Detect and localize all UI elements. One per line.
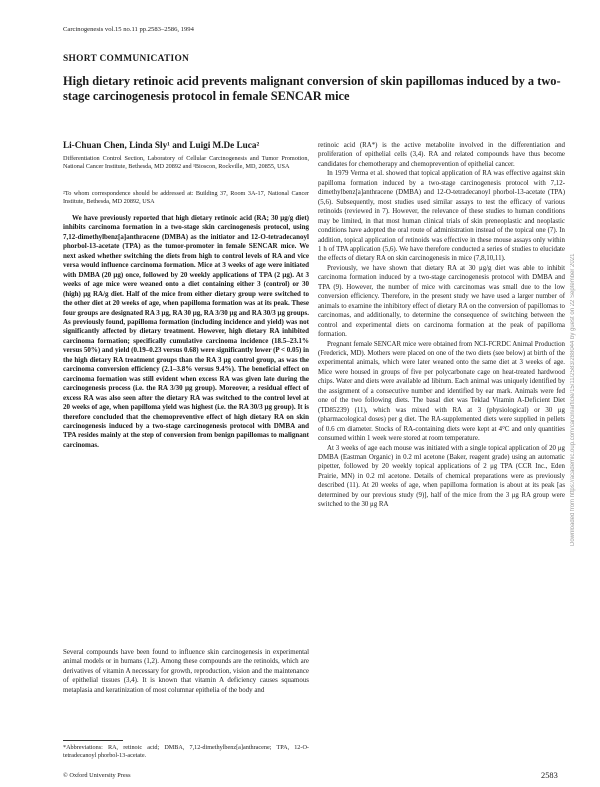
intro-text: Several compounds have been found to influence skin carcinogenesis in experimental animal models or in humans (1,2). Among these compounds are the retinoids, which are derivatives of vitamin A necessary for growth, reproduction, vision and the maintenance of epithelial tissues (3,4). It is known that vitamin A deficiency causes squamous metaplasia and keratinization of most columnar epithelia of the body and <box>63 649 309 694</box>
section-label: SHORT COMMUNICATION <box>63 54 190 64</box>
author-list: Li-Chuan Chen, Linda Sly¹ and Luigi M.De Luca² <box>63 140 260 150</box>
footnote-rule <box>63 740 123 741</box>
download-watermark: Downloaded from https://academic.oup.com/carcin/article/15/11/2583/288044 by guest on 22 September 2021 <box>570 253 576 547</box>
body-paragraph: retinoic acid (RA*) is the active metabolite involved in the differentiation and proliferation of epithelial cells (3,4). RA and related compounds have thus become candidates for chemotherapy and chemoprevention of epithelial cancer. <box>318 142 565 168</box>
body-paragraph: In 1979 Verma et al. showed that topical application of RA was effective against skin papilloma formation induced by a two-stage carcinogenesis protocol with 7,12-dimethylbenz[a]anthracene (DMBA) and 12-O-tetradecanoyl phorbol-13-acetate (TPA) (5,6). Subsequently, most studies used similar assays to test the efficacy of various retinoids (reviewed in 7). However, the relevance of these studies to human conditions may be limited, in that most human clinical trials of skin preneoplastic and neoplastic conditions have adopted the oral route of administration instead of the topical one (7). In addition, topical application of retinoids was effective in these mouse assays only within 1 h of TPA application (5,6). We have therefore conducted a series of studies to elucidate the effects of dietary RA on skin carcinogenesis in mice (7,8,10,11). <box>318 170 565 263</box>
intro-paragraph <box>63 648 309 695</box>
journal-header: Carcinogenesis vol.15 no.11 pp.2583–2586, 1994 <box>63 26 194 33</box>
page-number: 2583 <box>541 771 558 780</box>
paper-title: High dietary retinoic acid prevents malignant conversion of skin papillomas induced by a two-stage carcinogenesis protocol in female SENCAR mice <box>63 74 561 103</box>
abstract-text: We have previously reported that high dietary retinoic acid (RA; 30 μg/g diet) inhibits carcinoma formation in a two-stage skin carcinogenesis protocol, using 7,12-dimethylbenz[a]anthracene (DMBA) as the initiator and 12-O-tetradecanoyl phorbol-13-acetate (TPA) as the tumor-promoter in female SENCAR mice. We next asked whether switching the diets from high to control levels of RA and vice versa would influence carcinoma formation. Mice at 3 weeks of age were initiated with DMBA (20 μg) once, followed by 20 weekly applications of TPA (2 μg). At 3 weeks of age mice were weaned onto a diet containing either 3 (control) or 30 (high) μg RA/g diet. Half of the mice from either dietary group were switched to the other diet at 20 weeks of age, when papilloma formation was at its peak. These four groups are designated RA 3 μg, RA 30 μg, RA 3/30 μg and RA 30/3 μg groups. As previously found, papilloma formation (including incidence and yield) was not significantly affected by dietary treatment. However, high dietary RA inhibited carcinoma formation; specifically cumulative carcinoma incidence (18.5–23.1% versus 50%) and yield (0.19–0.23 versus 0.68) were significantly lower (P < 0.05) in the high dietary RA treatment groups than the RA 3 μg control group, as was the carcinoma conversion efficiency (2.1–3.8% versus 9.4%). The beneficial effect on carcinoma formation was still evident when excess RA was given late during the carcinogenesis process (i.e. the RA 3/30 μg group). Moreover, a residual effect of excess RA was also seen after the dietary RA was switched to the control level at 20 weeks of age, when papilloma yield was highest (i.e. the RA 30/3 μg group). It is therefore concluded that the chemopreventive effect of high dietary RA on skin carcinogenesis induced by a two-stage carcinogenesis protocol with DMBA and TPA resides mainly at the step of conversion from benign papillomas to malignant carcinomas. <box>63 214 309 449</box>
abbreviations-footnote: *Abbreviations: RA, retinoic acid; DMBA, 7,12-dimethylbenz[a]anthracene; TPA, 12-O-tetradecanoyl phorbol-13-acetate. <box>63 744 309 760</box>
body-paragraph: At 3 weeks of age each mouse was initiated with a single topical application of 20 μg DMBA (Eastman Organic) in 0.2 ml acetone (Baker, reagent grade) using an automatic pipetter, followed by 20 weekly topical applications of 2 μg TPA (CCR Inc., Eden Prairie, MN) in 0.2 ml acetone. Details of chemical preparations were as previously described (11). At 20 weeks of age, when papilloma formation is about at its peak [as determined by our previous study (9)], half of the mice from the 3 μg RA group were switched to the 30 μg RA <box>318 444 565 509</box>
affiliation: Differentiation Control Section, Laboratory of Cellular Carcinogenesis and Tumor Promotion, National Cancer Institute, Bethesda, MD 20892 and ¹Bioscon, Rockville, MD, 20855, USA <box>63 155 309 171</box>
correspondence-note: ²To whom correspondence should be addressed at: Building 37, Room 3A-17, National Cancer Institute, Bethesda, MD 20892, USA <box>63 190 309 206</box>
right-column <box>318 141 565 510</box>
body-paragraph: Pregnant female SENCAR mice were obtained from NCI-FCRDC Animal Production (Frederick, MD). Mothers were placed on one of the two diets (see below) at birth of the experimental animals, which were later weaned onto the same diet at 3 weeks of age. Mice were housed in groups of five per polycarbonate cage on heat-treated hardwood chips. Water and diets were available ad libitum. Each animal was uniquely identified by the assignment of a consecutive number and identified by ear mark. Animals were fed one of the two following diets. The basal diet was Teklad Vitamin A-Deficient Diet (TD85239) (11), which was mixed with RA at 3 (physiological) or 30 μg (pharmacological doses) per g diet. The RA-supplemented diets were supplied in pellets of 0.6 cm diameter. Stocks of RA-containing diets were kept at 4°C and only quantities consumed within 1 week were stored at room temperature. <box>318 340 565 443</box>
body-paragraph: Previously, we have shown that dietary RA at 30 μg/g diet was able to inhibit carcinoma formation induced by a two-stage carcinogenesis protocol with DMBA and TPA (9). However, the number of mice with carcinomas was small due to the low conversion efficiency. Therefore, in the present study we have used a larger number of animals to examine the inhibitory effect of dietary RA on the conversion of papillomas to carcinomas, and additionally, to determine the consequence of switching between the control and experimental diets on carcinoma formation at the peak of papilloma formation. <box>318 264 565 339</box>
abstract <box>63 214 309 450</box>
copyright-notice: © Oxford University Press <box>63 772 131 779</box>
